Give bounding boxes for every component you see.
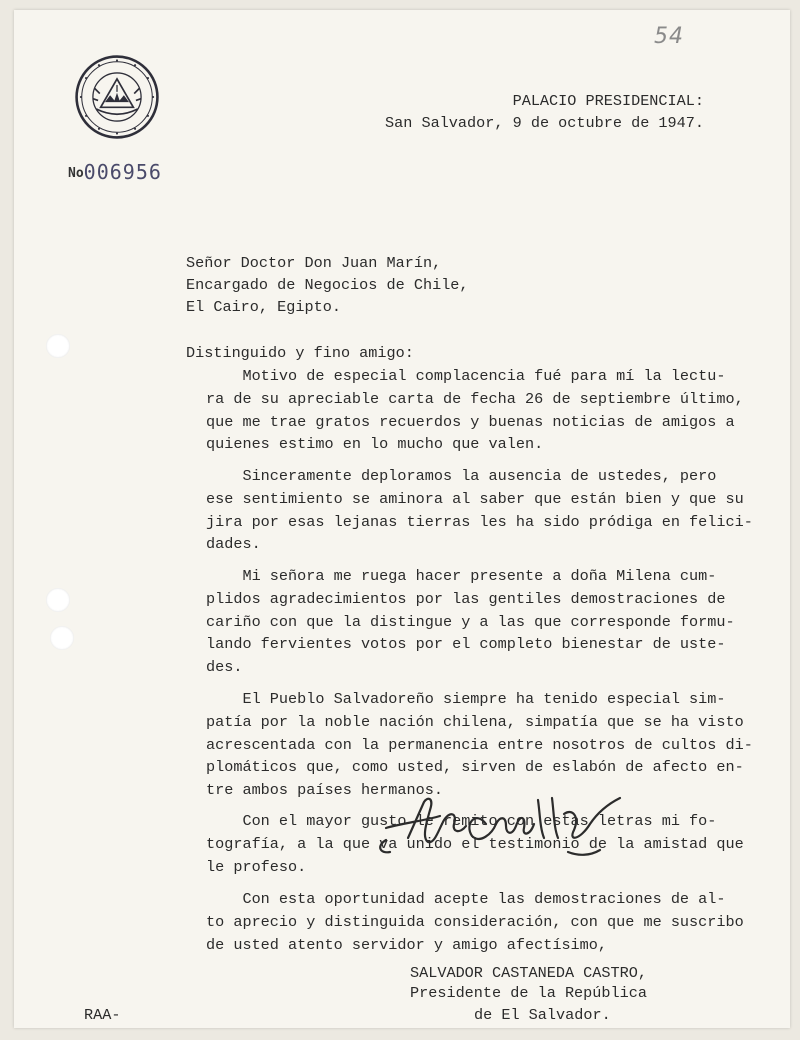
body-paragraph: Motivo de especial complacencia fué para mí la lectu- ra de su apreciable carta de fecha 26 de septiembre último, que me trae gratos recuerdos y buenas noticias de amigos a quienes estimo en lo mucho que valen. xyxy=(206,367,744,454)
signatory-country: de El Salvador. xyxy=(474,1006,611,1024)
punch-hole xyxy=(46,588,70,612)
document-number-value: 006956 xyxy=(83,160,162,184)
typist-initials: RAA- xyxy=(84,1006,121,1024)
body-paragraph: Con el mayor gusto le remito con estas letras mi fo- tografía, a la que va unido el testimonio de la amistad que le profeso. xyxy=(206,812,744,876)
signatory-title: Presidente de la República xyxy=(410,984,647,1002)
archive-page-number: 54 xyxy=(654,24,684,49)
recipient-line: El Cairo, Egipto. xyxy=(186,298,341,316)
body-paragraph: Con esta oportunidad acepte las demostraciones de al- to aprecio y distinguida consideración, con que me suscribo de usted atento servidor y amigo afectísimo, xyxy=(206,890,744,954)
salutation: Distinguido y fino amigo: xyxy=(186,344,414,362)
punch-hole xyxy=(46,334,70,358)
document-number-prefix: No xyxy=(68,166,84,181)
body-paragraph: Mi señora me ruega hacer presente a doña Milena cum- plidos agradecimientos por las gentiles demostraciones de cariño con que la distingue y a las que corresponde formu- lando fervientes votos por el completo bienestar de uste- des. xyxy=(206,567,735,677)
signatory-name: SALVADOR CASTANEDA CASTRO, xyxy=(410,964,647,982)
heading-office: PALACIO PRESIDENCIAL: xyxy=(512,92,704,110)
punch-hole xyxy=(50,626,74,650)
heading-place-date: San Salvador, 9 de octubre de 1947. xyxy=(385,114,704,132)
body-paragraph: El Pueblo Salvadoreño siempre ha tenido especial sim- patía por la noble nación chilena, simpatía que se ha visto acrescentada con la permanencia entre nosotros de cultos di- plomáticos que, como usted, sirven de eslabón de afecto en- tre ambos países hermanos. xyxy=(206,690,753,800)
recipient-line: Señor Doctor Don Juan Marín, xyxy=(186,254,442,272)
handwritten-signature xyxy=(368,780,668,880)
presidential-seal-icon xyxy=(74,54,160,140)
document-number xyxy=(68,160,162,184)
recipient-line: Encargado de Negocios de Chile, xyxy=(186,276,469,294)
body-paragraph: Sinceramente deploramos la ausencia de ustedes, pero ese sentimiento se aminora al saber que están bien y que su jira por esas lejanas tierras les ha sido pródiga en felici- dades. xyxy=(206,467,753,554)
